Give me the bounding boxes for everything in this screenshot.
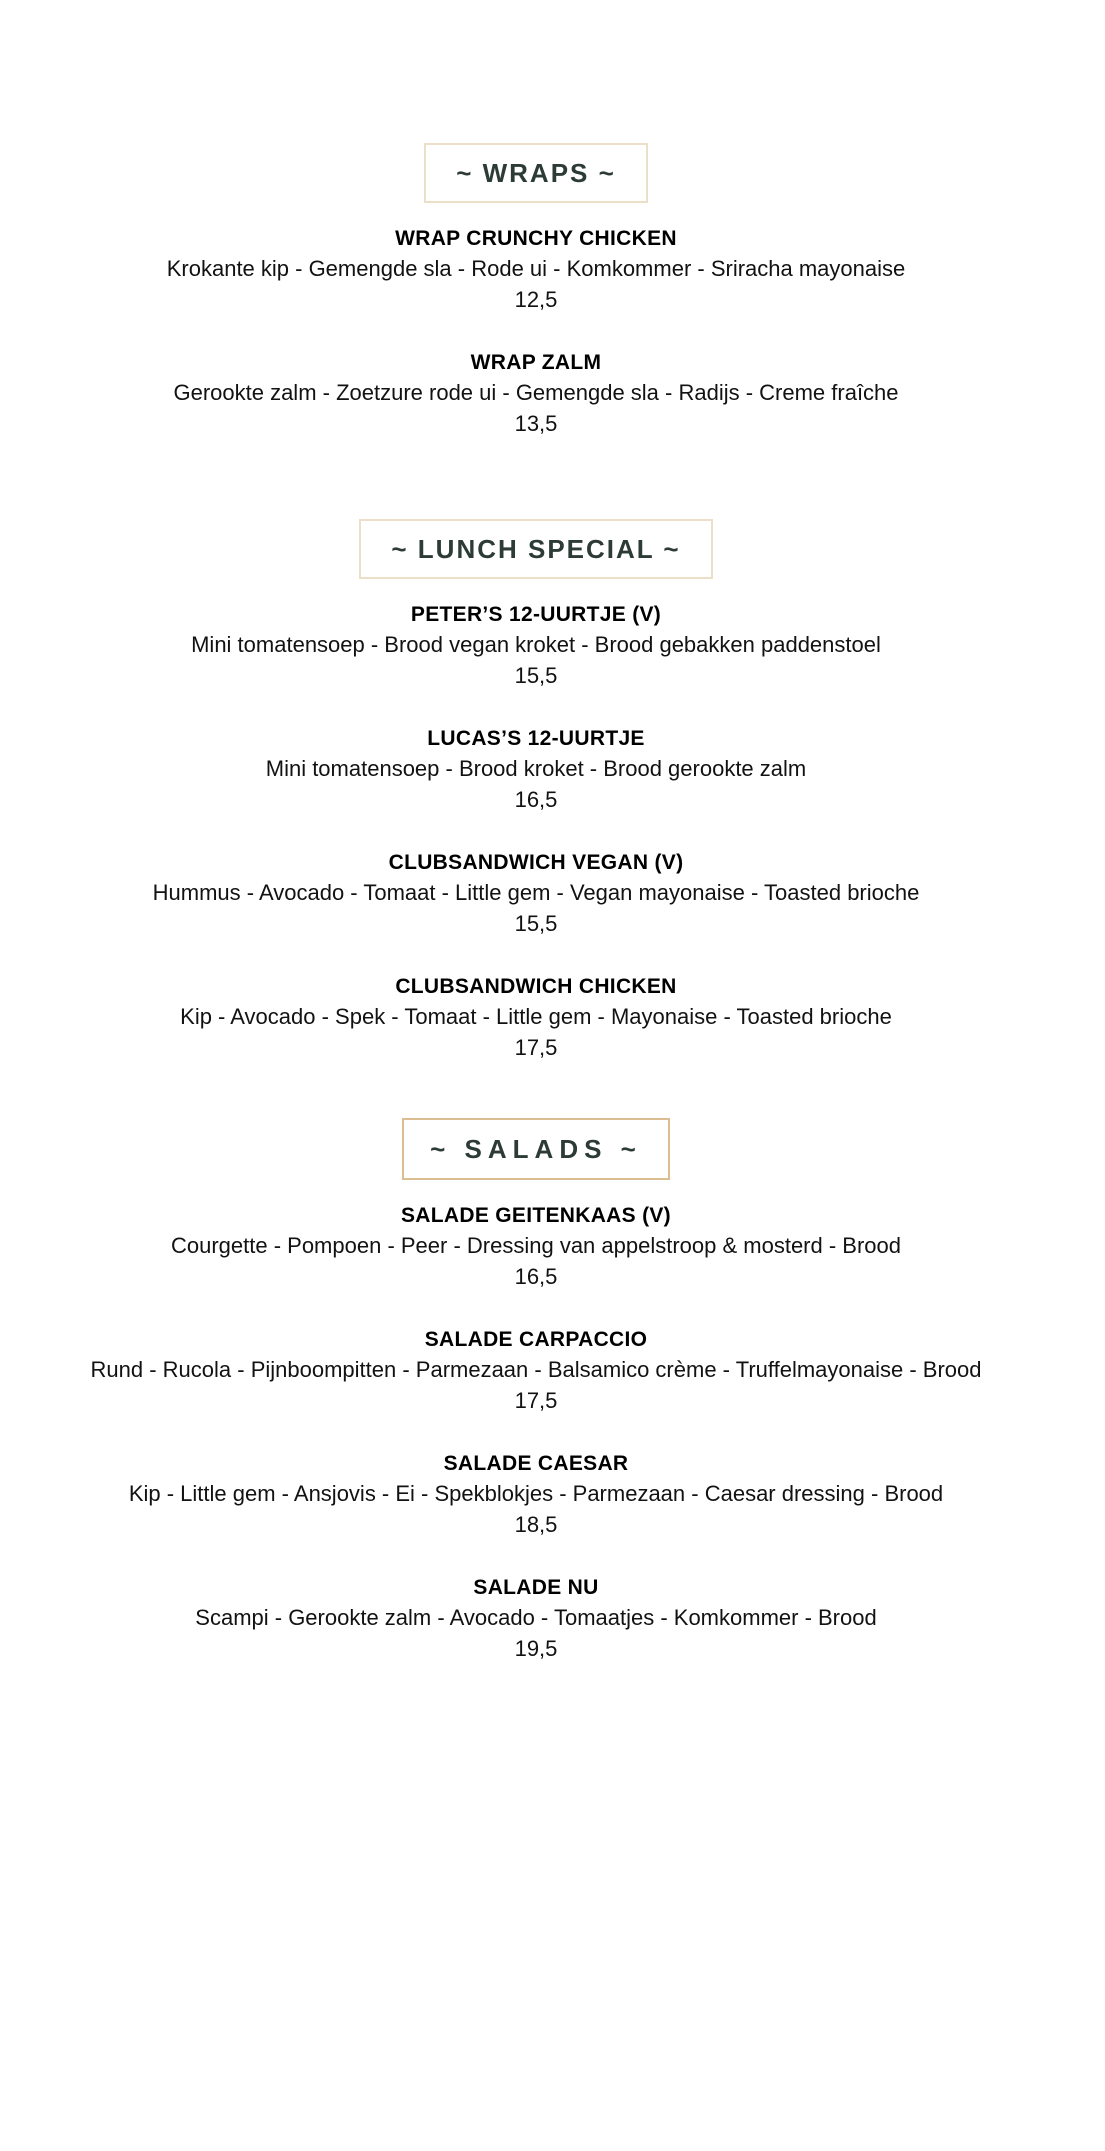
item-name: SALADE CAESAR (443, 1452, 629, 1475)
section-header-wraps: ~ WRAPS ~ (424, 143, 648, 203)
lunch-menu (30, 143, 1042, 1664)
item-description: Kip - Avocado - Spek - Tomaat - Little gem - Mayonaise - Toasted brioche (180, 1004, 892, 1029)
item-price: 15,5 (514, 911, 558, 936)
item-price: 19,5 (514, 1636, 558, 1661)
menu-item (30, 601, 1042, 691)
item-price: 16,5 (514, 787, 558, 812)
menu-item (30, 849, 1042, 939)
menu-item (30, 1326, 1042, 1416)
item-name: CLUBSANDWICH CHICKEN (395, 975, 677, 998)
item-name: WRAP ZALM (470, 351, 602, 374)
menu-item (30, 225, 1042, 315)
item-name: SALADE GEITENKAAS (V) (401, 1204, 671, 1227)
item-description: Scampi - Gerookte zalm - Avocado - Tomaatjes - Komkommer - Brood (195, 1605, 877, 1630)
item-price: 18,5 (514, 1512, 558, 1537)
item-description: Courgette - Pompoen - Peer - Dressing van appelstroop & mosterd - Brood (170, 1233, 902, 1258)
item-name: SALADE CARPACCIO (424, 1328, 648, 1351)
item-description: Krokante kip - Gemengde sla - Rode ui - Komkommer - Sriracha mayonaise (166, 256, 906, 281)
menu-item (30, 1574, 1042, 1664)
item-price: 13,5 (514, 411, 558, 436)
menu-item (30, 1202, 1042, 1292)
item-price: 12,5 (514, 287, 558, 312)
item-name: CLUBSANDWICH VEGAN (V) (388, 851, 684, 874)
section-wraps (30, 143, 1042, 439)
item-name: WRAP CRUNCHY CHICKEN (395, 227, 677, 250)
item-description: Kip - Little gem - Ansjovis - Ei - Spekblokjes - Parmezaan - Caesar dressing - Brood (128, 1481, 944, 1506)
section-header-lunch-special: ~ LUNCH SPECIAL ~ (359, 519, 712, 579)
menu-item (30, 725, 1042, 815)
item-price: 17,5 (514, 1388, 558, 1413)
menu-item (30, 1450, 1042, 1540)
item-name: LUCAS’S 12-UURTJE (427, 727, 645, 750)
item-name: PETER’S 12-UURTJE (V) (410, 603, 662, 626)
item-description: Mini tomatensoep - Brood vegan kroket - Brood gebakken paddenstoel (191, 632, 881, 657)
item-price: 15,5 (514, 663, 558, 688)
item-description: Mini tomatensoep - Brood kroket - Brood gerookte zalm (265, 756, 807, 781)
item-price: 16,5 (514, 1264, 558, 1289)
menu-item (30, 349, 1042, 439)
item-name: SALADE NU (473, 1576, 599, 1599)
section-salads (30, 1118, 1042, 1664)
item-description: Rund - Rucola - Pijnboompitten - Parmezaan - Balsamico crème - Truffelmayonaise - Brood (90, 1357, 982, 1382)
item-description: Hummus - Avocado - Tomaat - Little gem - Vegan mayonaise - Toasted brioche (152, 880, 920, 905)
section-header-salads: ~ SALADS ~ (402, 1118, 670, 1180)
item-price: 17,5 (514, 1035, 558, 1060)
item-description: Gerookte zalm - Zoetzure rode ui - Gemengde sla - Radijs - Creme fraîche (173, 380, 899, 405)
section-lunch-special (30, 519, 1042, 1063)
menu-item (30, 973, 1042, 1063)
